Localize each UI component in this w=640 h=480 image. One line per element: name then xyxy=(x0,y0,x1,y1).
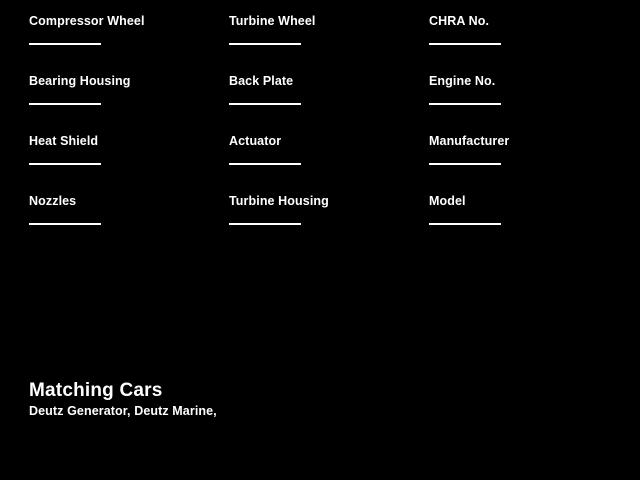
spec-field-compressor-wheel xyxy=(29,14,229,74)
spec-field-turbine-wheel xyxy=(229,14,429,74)
spec-field-label: Heat Shield xyxy=(29,134,99,148)
spec-field-underline xyxy=(29,43,101,45)
spec-field-label: Engine No. xyxy=(429,74,496,88)
spec-field-grid xyxy=(29,14,589,254)
spec-field-underline xyxy=(229,163,301,165)
spec-field-underline xyxy=(429,103,501,105)
spec-field-label: Compressor Wheel xyxy=(29,14,145,28)
spec-field-engine-no xyxy=(429,74,629,134)
spec-field-underline xyxy=(429,223,501,225)
spec-field-label: Bearing Housing xyxy=(29,74,131,88)
spec-field-model xyxy=(429,194,629,254)
spec-field-turbine-housing xyxy=(229,194,429,254)
spec-field-label: Back Plate xyxy=(229,74,294,88)
matching-cars-list: Deutz Generator, Deutz Marine, xyxy=(29,404,217,418)
spec-field-label: Manufacturer xyxy=(429,134,510,148)
spec-field-chra-no xyxy=(429,14,629,74)
spec-field-actuator xyxy=(229,134,429,194)
spec-field-label: Turbine Wheel xyxy=(229,14,316,28)
matching-cars-title: Matching Cars xyxy=(29,380,163,401)
spec-field-label: Actuator xyxy=(229,134,282,148)
spec-field-label: CHRA No. xyxy=(429,14,490,28)
spec-field-underline xyxy=(29,103,101,105)
matching-cars-section xyxy=(29,380,609,419)
spec-field-underline xyxy=(229,223,301,225)
spec-field-manufacturer xyxy=(429,134,629,194)
spec-field-underline xyxy=(29,223,101,225)
spec-field-back-plate xyxy=(229,74,429,134)
spec-field-underline xyxy=(429,43,501,45)
spec-field-underline xyxy=(29,163,101,165)
spec-field-bearing-housing xyxy=(29,74,229,134)
spec-field-nozzles xyxy=(29,194,229,254)
spec-field-label: Turbine Housing xyxy=(229,194,329,208)
spec-field-heat-shield xyxy=(29,134,229,194)
spec-field-underline xyxy=(429,163,501,165)
spec-field-label: Nozzles xyxy=(29,194,77,208)
spec-field-label: Model xyxy=(429,194,466,208)
spec-field-underline xyxy=(229,103,301,105)
spec-field-underline xyxy=(229,43,301,45)
